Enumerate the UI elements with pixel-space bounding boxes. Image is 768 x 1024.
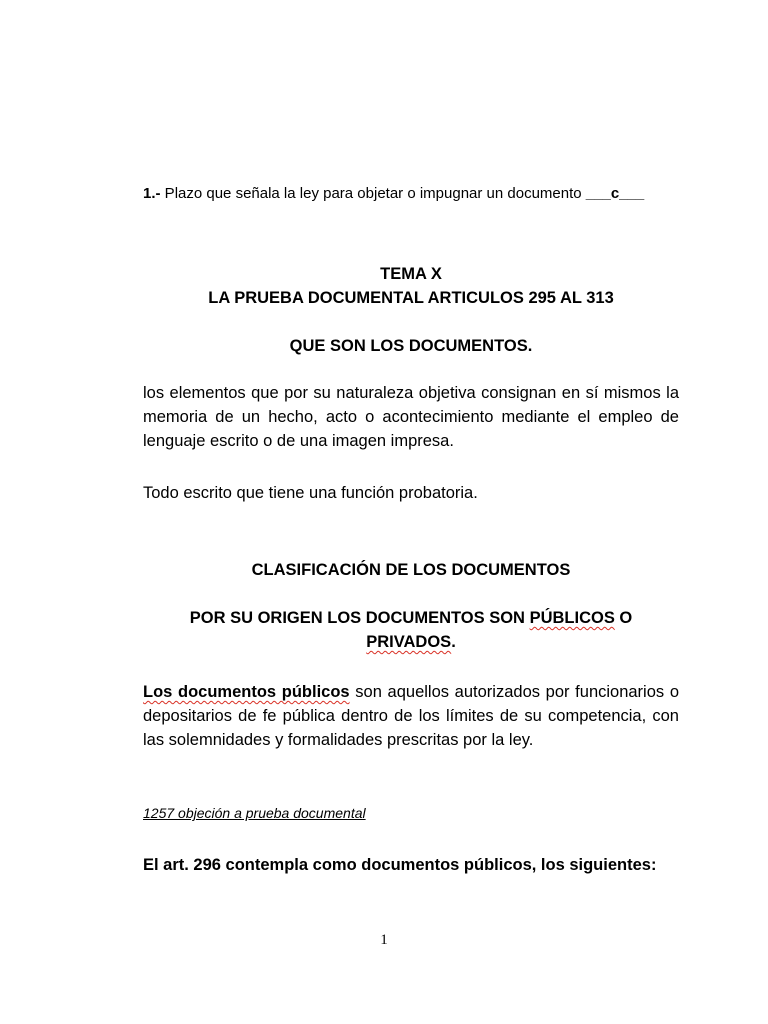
origin-publicos: PÚBLICOS <box>529 609 615 627</box>
origin-heading-text: POR SU ORIGEN LOS DOCUMENTOS SON <box>189 609 530 627</box>
public-documents-text: son aquellos autorizados por funcionarios o depositarios de fe pública dentro de los límites de su competencia, con las solemnidades y formalidades prescritas por la ley. <box>143 683 679 749</box>
page-number: 1 <box>380 932 388 948</box>
section-heading-documents: QUE SON LOS DOCUMENTOS. <box>289 337 533 355</box>
question-text: Plazo que señala la ley para objetar o impugnar un documento <box>160 185 586 202</box>
definition-paragraph: los elementos que por su naturaleza objetiva consignan en sí mismos la memoria de un hecho, acto o acontecimiento mediante el empleo de lenguaje escrito o de una imagen impresa. <box>143 384 679 450</box>
origin-privados: PRIVADOS <box>366 633 452 651</box>
question-number: 1.- <box>143 185 161 202</box>
public-documents-lead: Los documentos públicos <box>143 683 350 701</box>
question-answer: ___c___ <box>585 185 645 202</box>
origin-connector: O <box>614 609 633 627</box>
chapter-title: TEMA X <box>380 265 442 283</box>
note-objection: 1257 objeción a prueba documental <box>143 805 366 821</box>
origin-heading <box>143 606 679 654</box>
chapter-subtitle: LA PRUEBA DOCUMENTAL ARTICULOS 295 AL 313 <box>208 289 614 307</box>
question-1 <box>143 181 679 207</box>
classification-heading: CLASIFICACIÓN DE LOS DOCUMENTOS <box>251 561 571 579</box>
origin-period: . <box>451 633 456 651</box>
art-296-paragraph: El art. 296 contempla como documentos públicos, los siguientes: <box>143 856 657 874</box>
public-documents-paragraph <box>143 680 679 752</box>
definition-paragraph-2: Todo escrito que tiene una función probatoria. <box>143 484 478 502</box>
